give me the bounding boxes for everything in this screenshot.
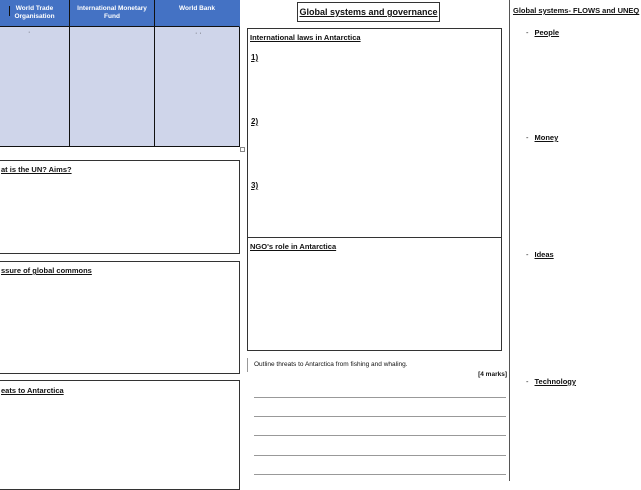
bullet-dash: - xyxy=(526,250,529,259)
cell-mark: · xyxy=(28,29,31,36)
table-cell-imf[interactable] xyxy=(70,27,155,147)
bullet-label: Technology xyxy=(534,377,577,386)
page-title: Global systems and governance xyxy=(299,7,438,17)
bullet-dash: - xyxy=(526,133,529,142)
law-number-1: 1) xyxy=(251,53,259,62)
flows-panel-title: Global systems- FLOWS and UNEQ xyxy=(513,6,640,15)
table-header-imf xyxy=(70,0,155,27)
international-laws-box[interactable] xyxy=(247,28,502,238)
exam-question: Outline threats to Antarctica from fishing and whaling. xyxy=(254,361,408,368)
bullet-label: Money xyxy=(534,133,559,142)
bullet-label: Ideas xyxy=(534,250,554,259)
bullet-people xyxy=(526,28,559,37)
answer-line[interactable] xyxy=(254,455,506,456)
answer-line[interactable] xyxy=(254,474,506,475)
question-left-rule xyxy=(247,358,248,372)
bullet-dash: - xyxy=(526,377,529,386)
bullet-technology xyxy=(526,377,576,386)
global-commons-box[interactable] xyxy=(0,261,240,374)
threats-antarctica-box[interactable] xyxy=(0,380,240,490)
global-commons-title: ssure of global commons xyxy=(1,266,92,275)
table-cell-world-bank[interactable] xyxy=(155,27,240,147)
answer-line[interactable] xyxy=(254,416,506,417)
text-cursor xyxy=(9,6,10,16)
bullet-ideas xyxy=(526,250,554,259)
page-title-box xyxy=(297,2,440,22)
answer-line[interactable] xyxy=(254,435,506,436)
international-laws-title: International laws in Antarctica xyxy=(250,33,361,42)
table-header-wto xyxy=(0,0,70,27)
table-header-label: World Bank xyxy=(179,5,215,12)
table-header-world-bank xyxy=(155,0,240,27)
bullet-label: People xyxy=(534,28,560,37)
cell-mark: · · xyxy=(195,30,202,37)
un-aims-title: at is the UN? Aims? xyxy=(1,165,72,174)
table-header-label: International Monetary Fund xyxy=(77,5,147,20)
ngo-role-box[interactable] xyxy=(247,237,502,351)
un-aims-box[interactable] xyxy=(0,160,240,254)
marks-label: [4 marks] xyxy=(478,371,507,378)
resize-handle[interactable] xyxy=(240,147,245,152)
bullet-dash: - xyxy=(526,28,529,37)
answer-line[interactable] xyxy=(254,397,506,398)
flows-panel-border xyxy=(509,0,510,481)
bullet-money xyxy=(526,133,558,142)
law-number-3: 3) xyxy=(251,181,259,190)
ngo-role-title: NGO's role in Antarctica xyxy=(250,242,337,251)
threats-antarctica-title: eats to Antarctica xyxy=(1,386,64,395)
law-number-2: 2) xyxy=(251,117,259,126)
table-cell-wto[interactable] xyxy=(0,27,70,147)
table-header-label: World Trade Organisation xyxy=(14,5,55,20)
